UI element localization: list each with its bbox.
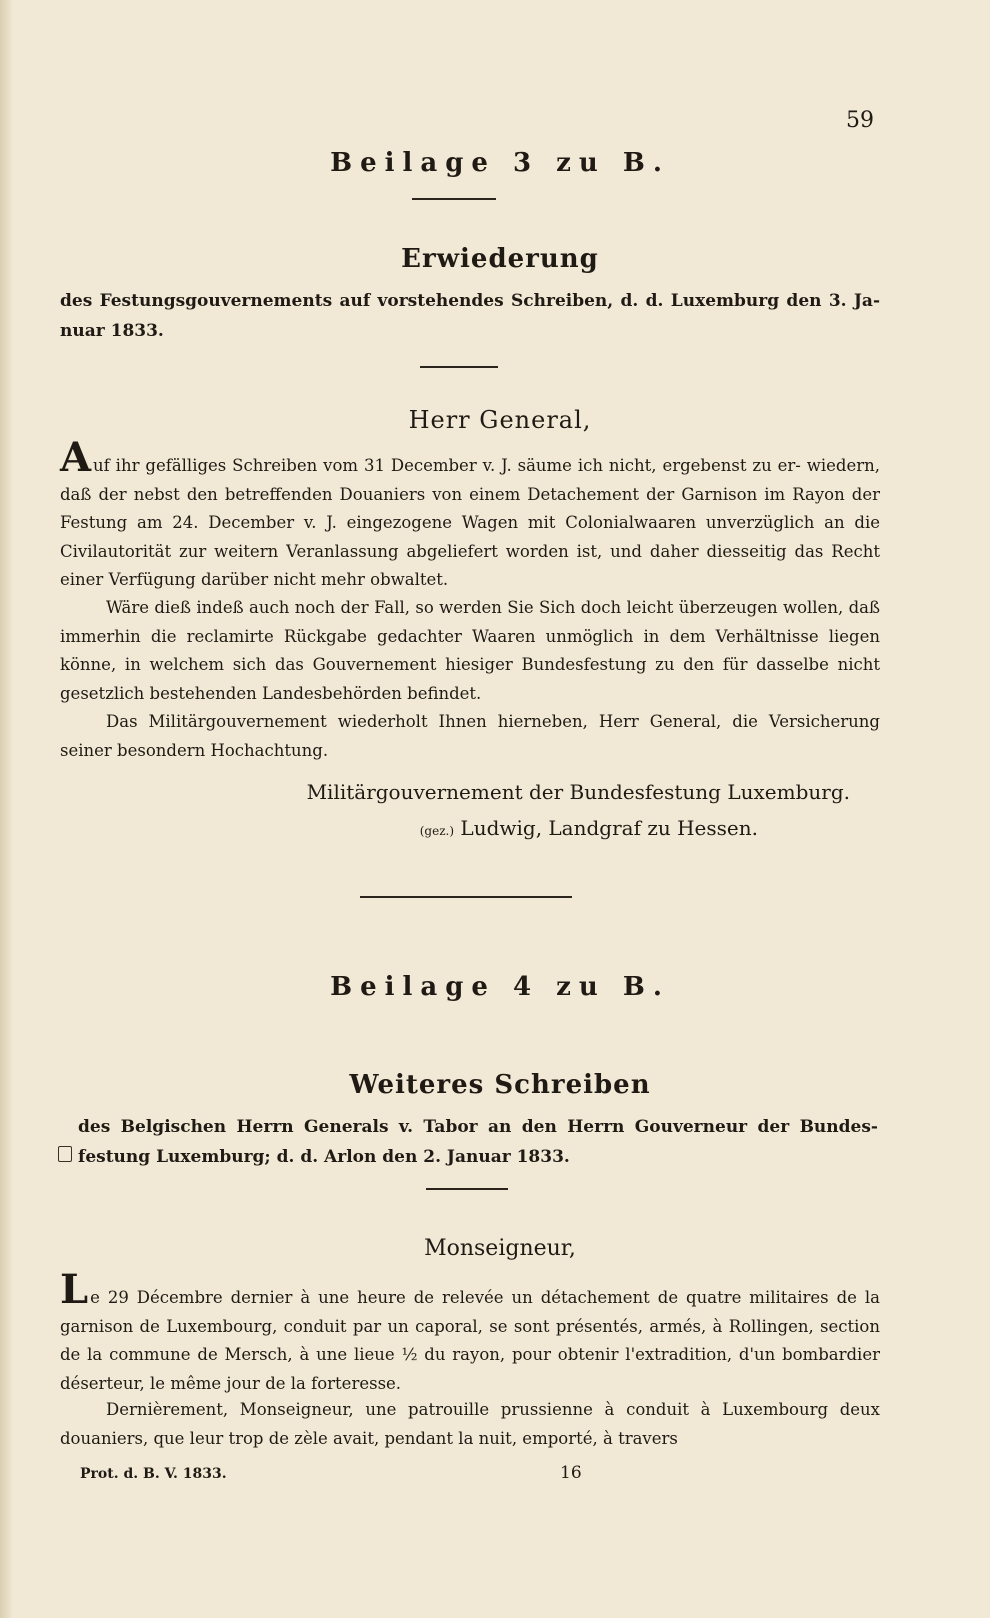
divider-rule [420,366,498,368]
beilage-4-salutation: Monseigneur, [424,1236,576,1261]
section-separator [360,896,572,898]
paragraph-text: uf ihr gefälliges Schreiben vom 31 December v. J. säume ich nicht, ergebenst zu er- wiedern, daß der nebst den betreffenden Douaniers von einem Detachement der Garnison im Rayon der Festung am 24. December v. J. eingezogene Wagen mit Colonialwaaren unverzüglich an die Civilautorität zur weitern Veranlassung abgeliefert worden ist, und daher diesseitig das Recht einer Verfügung darüber nicht mehr obwaltet. [60,456,880,589]
beilage-3-caption: des Festungsgouvernements auf vorstehendes Schreiben, d. d. Luxemburg den 3. Ja- nuar 1833. [60,291,880,341]
beilage-3-heading: Beilage 3 zu B. [330,148,670,178]
paragraph-text: e 29 Décembre dernier à une heure de relevée un détachement de quatre militaires de la garnison de Luxembourg, conduit par un caporal, se sont présentés, armés, à Rollingen, section de la commune de Mersch, à une lieue ½ du rayon, pour obtenir l'extradition, d'un bombardier déserteur, le même jour de la forteresse. [60,1288,880,1393]
beilage-3-paragraph-3: Das Militärgouvernement wiederholt Ihnen hierneben, Herr General, die Versicherung seiner besondern Hochachtung. [60,712,880,760]
page-number: 59 [846,108,874,133]
signature-authority: Militärgouvernement der Bundesfestung Luxemburg. [306,780,850,804]
footer-signature-mark: 16 [560,1463,582,1483]
beilage-3-paragraph-2: Wäre dieß indeß auch noch der Fall, so werden Sie Sich doch leicht überzeugen wollen, daß immerhin die reclamirte Rückgabe gedachter Waaren unmöglich in dem Verhältnisse liegen könne, in welchem sich das Gouvernement hiesiger Bundesfestung zu den für dasselbe nicht gesetzlich bestehenden Landesbehörden befindet. [60,598,880,703]
beilage-4-paragraph-2: Dernièrement, Monseigneur, une patrouille prussienne à conduit à Luxembourg deux douaniers, que leur trop de zèle avait, pendant la nuit, emporté, à travers [60,1400,880,1448]
footer-reference: Prot. d. B. V. 1833. [80,1466,227,1482]
drop-cap: A [60,434,92,481]
margin-stamp [58,1146,72,1162]
beilage-3-title: Erwiederung [401,244,599,274]
beilage-3-paragraph-1 [60,434,880,595]
signature-gez: (gez.) [419,824,455,838]
beilage-4-title: Weiteres Schreiben [349,1070,651,1100]
beilage-4-heading: Beilage 4 zu B. [330,972,670,1002]
divider-rule [412,198,496,200]
beilage-4-caption: des Belgischen Herrn Generals v. Tabor an den Herrn Gouverneur der Bundes- festung Luxemburg; d. d. Arlon den 2. Januar 1833. [78,1117,878,1167]
divider-rule [426,1188,508,1190]
drop-cap: L [60,1266,89,1313]
scan-border [990,0,1000,1618]
signature-text: Ludwig, Landgraf zu Hessen. [460,816,758,840]
beilage-3-salutation: Herr General, [408,406,592,434]
page-edge-shadow [0,0,12,1618]
signature-name [420,816,758,840]
beilage-4-paragraph-1 [60,1266,880,1398]
